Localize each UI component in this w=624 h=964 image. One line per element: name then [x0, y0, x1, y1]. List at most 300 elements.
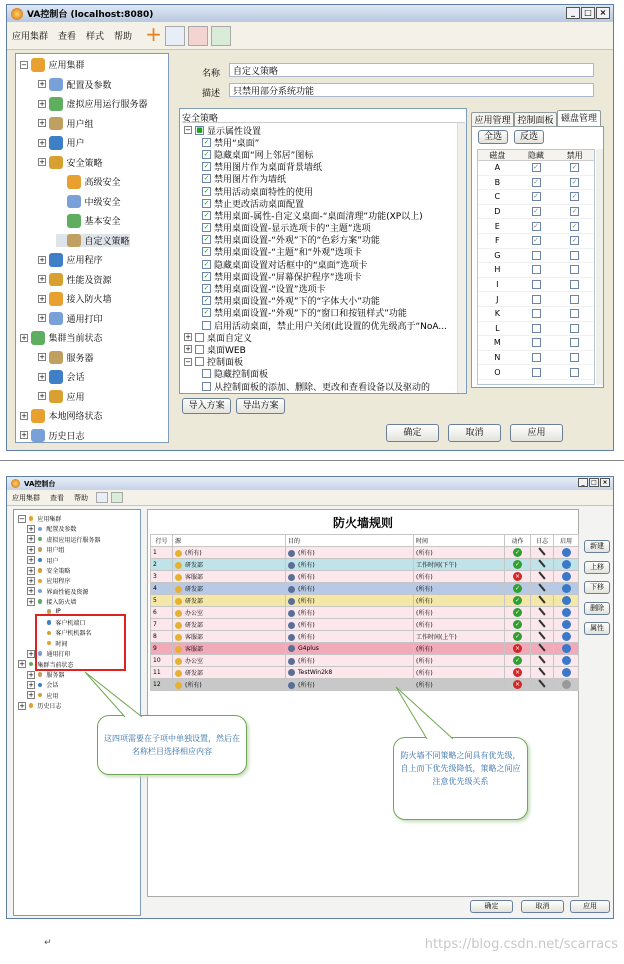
apply-button[interactable]: 应用: [510, 424, 563, 442]
policy-checkbox[interactable]: ✓: [203, 149, 210, 158]
tree-item-label: 通用打印: [46, 651, 71, 659]
tree-item-label: 中级安全: [84, 197, 121, 208]
firewall-rules-heading: 防火墙规则: [332, 516, 393, 530]
row-number-cell-text: 12: [153, 680, 161, 688]
expander-icon[interactable]: +: [28, 597, 34, 606]
source-cell-text: 研发部: [185, 621, 204, 629]
policy-item[interactable]: [182, 209, 456, 221]
policy-label: 禁止更改活动桌面配置: [214, 199, 305, 210]
policy-label: 禁用桌面设置-“屏幕保护程序”选项卡: [214, 272, 362, 283]
deny-icon: ×: [514, 572, 521, 580]
tree-item-label: IP: [55, 608, 61, 616]
expander-icon[interactable]: +: [28, 566, 34, 575]
policy-item[interactable]: [182, 282, 456, 294]
policy-item[interactable]: [182, 380, 456, 392]
policy-checkbox[interactable]: [195, 357, 204, 366]
tree-item-8[interactable]: [56, 214, 121, 228]
policy-checkbox[interactable]: ✓: [203, 162, 210, 171]
destination-cell-text: (所有): [298, 633, 315, 641]
expander-icon[interactable]: +: [28, 670, 34, 679]
menu-view[interactable]: 查看: [50, 493, 64, 502]
expander-icon[interactable]: +: [21, 333, 27, 342]
tree-item-label: 本地网络状态: [48, 412, 103, 423]
tree-item-5[interactable]: [38, 156, 103, 170]
time-cell-text: 工作时间(上午): [416, 633, 457, 641]
security-policy-panel: [179, 108, 467, 394]
tree-item-label: 安全策略: [46, 568, 71, 575]
menu-cluster[interactable]: 应用集群: [12, 493, 40, 502]
source-cell-text: 客服部: [185, 645, 204, 653]
menu-style[interactable]: 样式: [86, 32, 105, 42]
expander-icon[interactable]: −: [19, 514, 25, 523]
policy-checkbox[interactable]: [202, 382, 211, 391]
invert-selection-button[interactable]: 反选: [514, 130, 544, 144]
destination-cell-text: TestWin2k8: [298, 668, 333, 676]
chart-icon[interactable]: [211, 26, 231, 46]
tree-item-label: 服务器: [66, 353, 94, 364]
hide-checkbox[interactable]: ✓: [533, 192, 539, 201]
tree-item-label: 集群当前状态: [37, 661, 74, 669]
disk-letter: H: [494, 265, 501, 275]
disk-letter: E: [494, 221, 500, 231]
source-cell-text: 研发部: [185, 585, 204, 593]
allow-icon: ✓: [514, 632, 521, 640]
policy-label: 禁用桌面设置-“外观”下的“色彩方案”功能: [214, 236, 380, 246]
col-time: 时间: [414, 535, 505, 547]
disable-checkbox[interactable]: ✓: [571, 192, 578, 201]
policy-checkbox[interactable]: ✓: [203, 247, 210, 256]
paragraph-mark: ↵: [44, 938, 52, 948]
policy-label: 禁用桌面-属性-自定义桌面-“桌面清理”功能(XP以上): [214, 211, 423, 222]
expander-icon[interactable]: +: [39, 99, 45, 108]
source-cell-text: 研发部: [185, 561, 204, 569]
tree-item-label: 配置及参数: [46, 526, 77, 534]
policy-item[interactable]: [182, 270, 456, 282]
allow-icon: ✓: [514, 548, 521, 556]
bottom-console-window: [6, 476, 614, 919]
maximize-button[interactable]: □: [581, 7, 595, 19]
navigation-tree: [15, 53, 169, 443]
menu-cluster[interactable]: 应用集群: [12, 32, 49, 42]
policy-label: 隐藏控制面板: [214, 370, 269, 380]
policy-item[interactable]: [182, 258, 456, 270]
tree-node-icon: [31, 331, 45, 345]
expander-icon[interactable]: +: [28, 691, 34, 700]
source-cell-text: 客服部: [185, 633, 204, 641]
hide-checkbox[interactable]: [532, 324, 541, 333]
tree-node-icon: [49, 253, 63, 267]
disable-checkbox[interactable]: [570, 353, 579, 362]
tree-item-label: 服务器: [46, 672, 65, 679]
allow-icon: ✓: [514, 608, 521, 616]
disable-checkbox[interactable]: ✓: [571, 207, 578, 216]
hide-checkbox[interactable]: [532, 338, 541, 347]
policy-checkbox[interactable]: ✓: [203, 223, 210, 232]
maximize-button[interactable]: □: [589, 478, 599, 487]
policy-label: 显示属性设置: [207, 126, 262, 137]
expander-icon[interactable]: +: [39, 255, 45, 264]
policy-label: 禁用图片作为桌面背景墙纸: [214, 163, 323, 173]
apply-button[interactable]: 应用: [570, 900, 610, 913]
policy-item[interactable]: [182, 124, 456, 136]
tree-item-17[interactable]: [38, 390, 85, 404]
expander-icon[interactable]: +: [19, 660, 25, 669]
expander-icon[interactable]: +: [28, 545, 34, 554]
source-cell-text: 研发部: [185, 669, 204, 677]
expander-icon[interactable]: +: [19, 701, 25, 710]
col-row-number: 行号: [151, 535, 173, 547]
disable-checkbox[interactable]: [570, 324, 579, 333]
tab-disk-management[interactable]: 磁盘管理: [557, 110, 601, 126]
security-policy-title: 安全策略: [182, 111, 465, 123]
tree-item-label: 时间: [55, 640, 68, 648]
separator-line: [0, 460, 624, 461]
expander-icon[interactable]: +: [28, 524, 34, 533]
hide-checkbox[interactable]: [532, 265, 541, 274]
tree-item-9[interactable]: [56, 234, 130, 248]
disable-checkbox[interactable]: ✓: [571, 221, 578, 230]
row-number-cell-text: 6: [153, 608, 157, 616]
expander-icon[interactable]: +: [39, 294, 45, 303]
side-button-2[interactable]: 下移: [584, 581, 610, 594]
policy-checkbox[interactable]: ✓: [203, 308, 210, 317]
policy-label: 启用活动桌面，禁止用户关闭(此设置的优先级高于“NoA...: [214, 321, 447, 332]
tree-item-6[interactable]: [56, 175, 121, 189]
source-cell-text: 办公室: [185, 657, 204, 665]
disk-letter: B: [494, 177, 501, 187]
policy-item[interactable]: [182, 343, 456, 355]
tree-item-13[interactable]: [38, 312, 103, 326]
expander-icon[interactable]: +: [39, 392, 45, 401]
expander-icon[interactable]: +: [28, 649, 34, 658]
tree-item-11[interactable]: [38, 273, 112, 287]
expander-icon[interactable]: +: [39, 80, 45, 89]
tab-control-panel[interactable]: 控制面板: [514, 112, 557, 126]
side-button-1[interactable]: 上移: [584, 561, 610, 574]
policy-label: 隐藏桌面设置对话框中的“桌面”选项卡: [214, 260, 368, 271]
expander-icon[interactable]: −: [185, 126, 191, 135]
disk-letter: L: [495, 323, 500, 333]
tree-item-label: 应用集群: [48, 61, 85, 72]
tree-item-7[interactable]: [56, 195, 121, 209]
policy-checkbox[interactable]: [202, 321, 211, 330]
menu-help[interactable]: 帮助: [114, 32, 133, 42]
expander-icon[interactable]: −: [21, 60, 27, 69]
tree-item-18[interactable]: [20, 409, 103, 423]
policy-item[interactable]: [182, 331, 456, 343]
disable-checkbox[interactable]: [570, 265, 579, 274]
policy-item[interactable]: [182, 185, 456, 197]
policy-label: 禁用“桌面”: [214, 138, 260, 149]
policy-checkbox[interactable]: [195, 333, 204, 342]
policy-item[interactable]: [182, 173, 456, 185]
policy-checkbox[interactable]: ✓: [203, 296, 210, 305]
policy-checkbox[interactable]: ✓: [203, 284, 210, 293]
callout-pointers: [7, 477, 615, 920]
tree-item-label: 虚拟应用运行服务器: [46, 536, 101, 544]
description-field[interactable]: 只禁用部分系统功能: [229, 83, 594, 97]
tree-node-icon: [49, 292, 63, 306]
disable-checkbox[interactable]: ✓: [571, 177, 578, 186]
policy-label: 从控制面板的添加、删除、更改和查看设备以及驱动的: [214, 382, 431, 393]
source-cell-text: 办公室: [185, 609, 204, 617]
policy-item[interactable]: [182, 356, 456, 368]
disk-row: [478, 249, 594, 264]
policy-checkbox[interactable]: ✓: [203, 235, 210, 244]
tree-item-label: 用户组: [46, 547, 65, 555]
tree-node-icon: [67, 175, 81, 189]
tree-item-16[interactable]: [38, 370, 85, 384]
import-scheme-button[interactable]: 导入方案: [182, 398, 231, 414]
policy-label: 禁用活动桌面特性的使用: [214, 187, 314, 198]
ok-button[interactable]: 确定: [470, 900, 513, 913]
disk-letter: N: [494, 353, 501, 363]
hide-checkbox[interactable]: [532, 368, 541, 377]
tree-item-label: 应用程序: [66, 256, 103, 267]
tree-item-label: 历史日志: [48, 431, 85, 442]
tree-node-icon: [49, 370, 63, 384]
hide-checkbox[interactable]: [532, 251, 541, 260]
time-cell-text: (所有): [416, 621, 433, 629]
side-button-4[interactable]: 属性: [584, 622, 610, 635]
expander-icon[interactable]: +: [28, 576, 34, 585]
destination-cell-text: (所有): [298, 681, 315, 689]
disk-row: [478, 205, 594, 220]
tree-item-label: 接入防火墙: [46, 599, 77, 607]
disk-management-panel: [471, 126, 604, 388]
expander-icon[interactable]: +: [39, 119, 45, 128]
tree-item-3[interactable]: [38, 117, 94, 131]
policy-checkbox[interactable]: ✓: [203, 186, 210, 195]
close-button[interactable]: ×: [600, 478, 610, 487]
policy-item[interactable]: [182, 148, 456, 160]
policy-checkbox[interactable]: [202, 369, 211, 378]
disk-row: [478, 278, 594, 293]
tree-item-4[interactable]: [38, 136, 85, 150]
policy-label: 禁用桌面设置-“外观”下的“字体大小”功能: [214, 297, 380, 307]
policy-item[interactable]: [182, 368, 456, 380]
close-button[interactable]: ×: [596, 7, 610, 19]
policy-checkbox[interactable]: [195, 345, 204, 354]
tree-item-label: 自定义策略: [84, 236, 130, 247]
expander-icon[interactable]: +: [28, 556, 34, 565]
side-button-3[interactable]: 删除: [584, 602, 610, 615]
tree-item-0[interactable]: [20, 58, 85, 72]
tree-node-icon: [49, 312, 63, 326]
select-all-button[interactable]: 全选: [478, 130, 508, 144]
tree-node-icon: [49, 390, 63, 404]
allow-icon: ✓: [514, 584, 521, 592]
expander-icon[interactable]: +: [185, 333, 191, 342]
disk-letter: A: [494, 163, 501, 173]
hide-checkbox[interactable]: ✓: [533, 163, 539, 172]
row-number-cell-text: 11: [153, 668, 161, 676]
tree-item-label: 客户机端口: [55, 620, 86, 627]
tree-node-icon: [49, 97, 63, 111]
disk-row: [478, 161, 594, 176]
export-icon[interactable]: [188, 26, 208, 46]
disable-checkbox[interactable]: [570, 280, 579, 289]
hide-checkbox[interactable]: ✓: [533, 221, 539, 230]
tree-item-10[interactable]: [38, 253, 103, 267]
hide-checkbox[interactable]: [532, 280, 541, 289]
disable-checkbox[interactable]: ✓: [571, 163, 578, 172]
menu-help[interactable]: 帮助: [74, 493, 88, 502]
tree-item-label: 接入防火墙: [66, 295, 112, 306]
expander-icon[interactable]: −: [185, 357, 191, 366]
policy-item[interactable]: [182, 222, 456, 234]
time-cell-text: (所有): [416, 597, 433, 605]
time-cell-text: (所有): [416, 681, 433, 689]
policy-item[interactable]: [182, 246, 456, 258]
policy-checkbox[interactable]: ✓: [203, 210, 210, 219]
policy-scrollbar[interactable]: [457, 123, 466, 393]
window-title: VA控制台 (localhost:8080): [27, 10, 154, 20]
row-number-cell-text: 10: [153, 656, 161, 664]
row-number-cell-text: 9: [153, 644, 157, 652]
tree-node-icon: [31, 58, 45, 72]
tree-item-label: 通用打印: [66, 314, 103, 325]
expander-icon[interactable]: +: [39, 275, 45, 284]
tab-app-management[interactable]: 应用管理: [471, 112, 514, 126]
deny-icon: ×: [514, 680, 521, 688]
policy-item[interactable]: [182, 197, 456, 209]
disk-letter: F: [495, 236, 500, 246]
policy-item[interactable]: [182, 295, 456, 307]
time-cell-text: (所有): [416, 669, 433, 677]
tree-node-icon: [49, 136, 63, 150]
policy-item[interactable]: [182, 307, 456, 319]
policy-checkbox[interactable]: ✓: [203, 271, 210, 280]
expander-icon[interactable]: +: [28, 680, 34, 689]
expander-icon[interactable]: +: [28, 587, 34, 596]
disk-header-2: 禁用: [566, 151, 583, 160]
description-label: 描述: [202, 89, 221, 99]
tree-item-1[interactable]: [38, 78, 112, 92]
tree-item-15[interactable]: [38, 351, 94, 365]
tree-item-label: 用户组: [66, 119, 94, 130]
disable-checkbox[interactable]: [570, 368, 579, 377]
disable-checkbox[interactable]: [570, 295, 579, 304]
disk-row: [478, 219, 594, 234]
tree-node-icon: [67, 214, 81, 228]
source-cell-text: 研发部: [185, 597, 204, 605]
disk-letter: D: [494, 207, 501, 217]
disable-checkbox[interactable]: [570, 309, 579, 318]
tree-item-label: 高级安全: [84, 178, 121, 189]
policy-item[interactable]: [182, 161, 456, 173]
policy-checkbox[interactable]: ✓: [203, 198, 210, 207]
hide-checkbox[interactable]: ✓: [533, 236, 539, 245]
row-number-cell-text: 4: [153, 584, 157, 592]
expander-icon[interactable]: +: [21, 411, 27, 420]
tree-item-14[interactable]: [20, 331, 103, 345]
expander-icon[interactable]: +: [39, 372, 45, 381]
side-button-0[interactable]: 新建: [584, 540, 610, 553]
hide-checkbox[interactable]: ✓: [533, 207, 539, 216]
hide-checkbox[interactable]: [532, 295, 541, 304]
policy-item[interactable]: [182, 136, 456, 148]
callout-right: 防火墙不同策略之间具有优先级，自上而下优先级降低，策略之间应注意优先级关系: [393, 737, 528, 820]
expander-icon[interactable]: +: [39, 158, 45, 167]
tree-item-label: 应用集群: [37, 516, 62, 523]
minimize-button[interactable]: _: [578, 478, 588, 487]
policy-checkbox[interactable]: ✓: [203, 259, 210, 268]
ok-button[interactable]: 确定: [386, 424, 439, 442]
disk-letter: K: [494, 309, 500, 319]
hide-checkbox[interactable]: ✓: [533, 177, 539, 186]
expander-icon[interactable]: +: [39, 138, 45, 147]
policy-label: 控制面板: [207, 358, 244, 368]
expander-icon[interactable]: +: [185, 345, 191, 354]
destination-cell-text: (所有): [298, 657, 315, 665]
export-scheme-button[interactable]: 导出方案: [236, 398, 285, 414]
hide-checkbox[interactable]: [532, 353, 541, 362]
tree-node-icon: [49, 78, 63, 92]
name-field[interactable]: 自定义策略: [229, 63, 594, 77]
row-number-cell-text: 8: [153, 632, 157, 640]
policy-checkbox[interactable]: ■: [196, 125, 203, 134]
deny-icon: ×: [514, 668, 521, 676]
tree-item-12[interactable]: [38, 292, 112, 306]
menu-view[interactable]: 查看: [58, 32, 77, 42]
policy-checkbox[interactable]: ✓: [203, 137, 210, 146]
expander-icon[interactable]: +: [39, 353, 45, 362]
policy-checkbox[interactable]: ✓: [203, 174, 210, 183]
disable-checkbox[interactable]: [570, 251, 579, 260]
hide-checkbox[interactable]: [532, 309, 541, 318]
cancel-button[interactable]: 取消: [521, 900, 564, 913]
tree-item-label: 安全策略: [66, 158, 103, 169]
deny-icon: ×: [514, 644, 521, 652]
destination-cell-text: (所有): [298, 549, 315, 557]
time-cell-text: (所有): [416, 645, 433, 653]
menu-bar: [7, 22, 613, 50]
policy-item[interactable]: [182, 234, 456, 246]
col-destination: 目的: [286, 535, 414, 547]
policy-item[interactable]: [182, 319, 456, 331]
time-cell-text: (所有): [416, 585, 433, 593]
tree-item-19[interactable]: [20, 429, 85, 443]
disk-letter: M: [493, 338, 501, 348]
col-enabled: 启用: [554, 535, 579, 547]
policy-label: 禁用桌面设置-“设置”选项卡: [214, 285, 326, 295]
window-title: VA控制台: [24, 479, 56, 488]
tree-item-label: 客户机机器名: [55, 630, 92, 638]
add-icon[interactable]: +: [145, 21, 162, 46]
tree-item-2[interactable]: [38, 97, 148, 111]
disable-checkbox[interactable]: ✓: [571, 236, 578, 245]
destination-cell-text: (所有): [298, 597, 315, 605]
disk-row: [478, 322, 594, 337]
policy-label: 禁用图片作为墙纸: [214, 175, 287, 185]
tree-item-label: 集群当前状态: [48, 334, 103, 345]
minimize-button[interactable]: _: [566, 7, 580, 19]
source-cell-text: (所有): [185, 549, 202, 557]
disk-scrollbar[interactable]: [596, 149, 603, 385]
properties-icon[interactable]: [165, 26, 185, 46]
expander-icon[interactable]: +: [28, 535, 34, 544]
expander-icon[interactable]: +: [21, 431, 27, 440]
source-cell-text: 客服部: [185, 573, 204, 581]
tree-item-label: 用户: [66, 139, 85, 150]
time-cell-text: (所有): [416, 609, 433, 617]
policy-label: 桌面WEB: [207, 345, 246, 356]
expander-icon[interactable]: +: [39, 314, 45, 323]
cancel-button[interactable]: 取消: [448, 424, 501, 442]
disk-row: [478, 292, 594, 307]
disable-checkbox[interactable]: [570, 338, 579, 347]
